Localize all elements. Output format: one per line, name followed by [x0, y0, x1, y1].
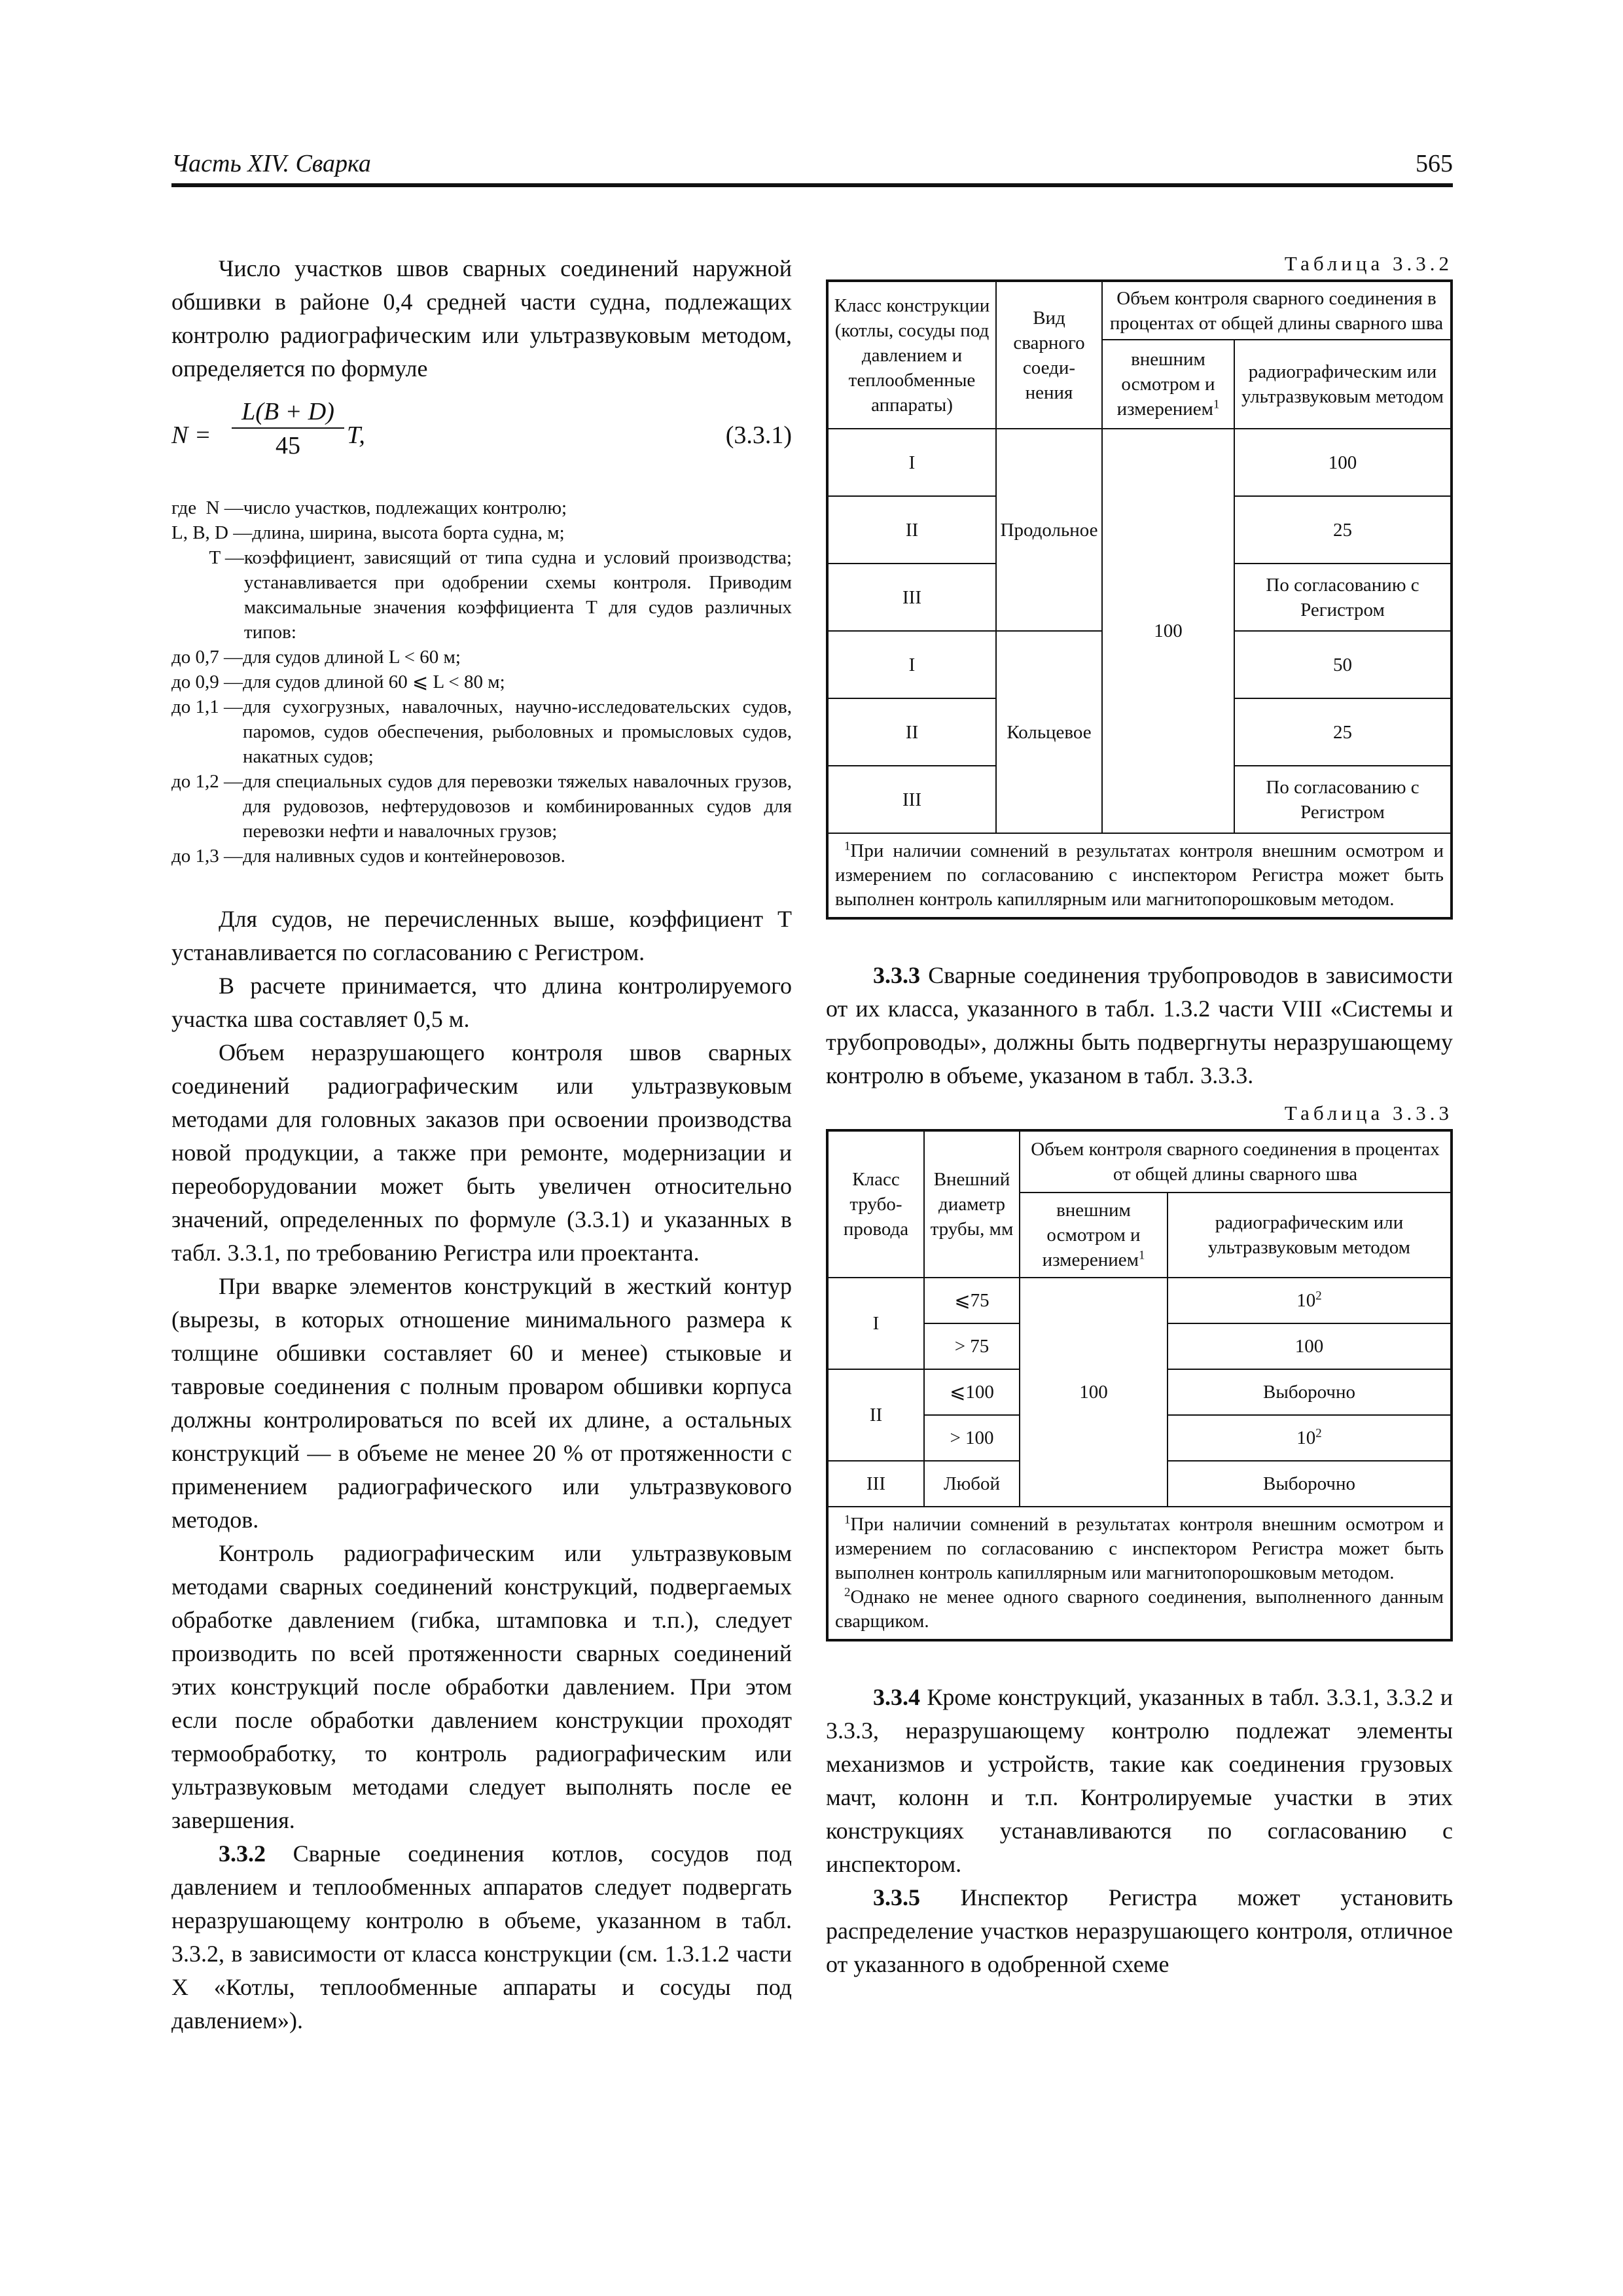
cell-diameter: ⩽100 — [924, 1369, 1020, 1415]
cell-diameter: > 100 — [924, 1415, 1020, 1461]
paragraph: В расчете принимается, что длина контролируемого участка шва составляет 0,5 м. — [171, 973, 792, 1032]
header-radio-text: радиографическим или ультразвуковым методом — [1207, 1212, 1410, 1258]
cell-radio — [1168, 1278, 1452, 1323]
definition-text: для специальных судов для перевозки тяжелых навалочных грузов, для рудовозов, нефтерудовозов и комбинированных судов для перевозки нефти и навалочных грузов; — [243, 771, 792, 842]
paragraph: При вварке элементов конструкций в жесткий контур (вырезы, в которых отношение минимального размера к толщине обшивки составляет 60 и менее) стыковые и тавровые соединения с полным проваром обшивки корпуса должны контролироваться по всей их длине, а остальных конструкций — в объеме не менее 20 % от протяженности с применением радиографического или ультразвукового методов. — [171, 1273, 792, 1533]
cell-visual-value: 100 — [1020, 1278, 1168, 1507]
section-3-3-2 — [171, 1837, 792, 2037]
definition-item — [171, 769, 792, 844]
footnote-marker: 1 — [1213, 397, 1220, 412]
cell-class: III — [827, 1461, 924, 1507]
definition-text: коэффициент, зависящий от типа судна и условий производства; устанавливается при одобрении схемы контроля. Приводим максимальные значения коэффициента T для судов различных типов: — [243, 547, 792, 643]
header-class — [827, 1130, 924, 1278]
cell-class: I — [827, 429, 996, 496]
footnote-marker: 1 — [844, 1513, 851, 1527]
cell-class: III — [827, 564, 996, 631]
header-class-text: Класс трубо-провода — [843, 1169, 909, 1240]
right-column — [826, 252, 1453, 1981]
table-notes — [827, 1507, 1452, 1640]
header-visual-text: внешним осмотром и измерением — [1042, 1200, 1141, 1270]
footnote-marker: 1 — [844, 839, 851, 853]
cell-class: II — [827, 1369, 924, 1461]
cell-radio: 50 — [1234, 631, 1452, 698]
definition-key: T — — [171, 547, 244, 568]
page-header — [171, 145, 1453, 187]
definition-text: длина, ширина, высота борта судна, м; — [252, 522, 565, 543]
section-text: Сварные соединения котлов, сосудов под давлением и теплообменных аппаратов следует подвергать неразрушающему контролю в объеме, указанном в табл. 3.3.2, в зависимости от класса конструкции (см. 1.3.1.2 части X «Котлы, теплообменные аппараты и сосуды под давлением»). — [171, 1840, 792, 2034]
header-volume-text: Объем контроля сварного соединения в процентах от общей длины сварного шва — [1109, 287, 1444, 334]
cell-class: III — [827, 766, 996, 833]
section-3-3-3 — [826, 959, 1453, 1092]
definition-key: до 1,2 — — [171, 771, 243, 792]
header-visual — [1102, 340, 1234, 429]
header-volume-text: Объем контроля сварного соединения в процентах от общей длины сварного шва — [1031, 1139, 1440, 1185]
formula-number: (3.3.1) — [725, 422, 792, 449]
cell-radio: Выборочно — [1168, 1461, 1452, 1507]
table-note — [835, 1585, 1444, 1634]
table-3-3-3-caption: Таблица 3.3.3 — [1284, 1102, 1453, 1124]
cell-radio — [1168, 1415, 1452, 1461]
header-diameter — [924, 1130, 1020, 1278]
left-column — [171, 252, 792, 2037]
header-class-text: Класс конструкции (котлы, сосуды под давлением и теплообменные аппараты) — [834, 295, 990, 416]
cell-radio-text: 10 — [1296, 1427, 1316, 1448]
intro-paragraph: Число участков швов сварных соединений наружной обшивки в районе 0,4 средней части судна, подлежащих контролю радиографическим или ультразвуковым методом, определяется по формуле — [171, 255, 792, 382]
section-3-3-5 — [826, 1881, 1453, 1981]
section-text: Инспектор Регистра может установить распределение участков неразрушающего контроля, отличное от указанного в одобренной схеме — [826, 1884, 1453, 1977]
header-radio — [1168, 1193, 1452, 1278]
header-type — [996, 281, 1102, 429]
table-3-3-3 — [826, 1129, 1453, 1641]
formula-fraction — [232, 397, 344, 460]
note-text: При наличии сомнений в результатах контроля внешним осмотром и измерением по согласованию с инспектором Регистра может быть выполнен контроль капиллярным или магнитопорошковым методом. — [835, 1514, 1444, 1583]
cell-class: II — [827, 496, 996, 564]
definition-item — [171, 844, 792, 869]
cell-radio-text: 10 — [1296, 1290, 1316, 1311]
cell-radio: 100 — [1234, 429, 1452, 496]
definition-key: до 1,1 — — [171, 696, 243, 717]
header-type-text: Вид сварного соеди-нения — [1013, 307, 1085, 403]
cell-radio: 25 — [1234, 698, 1452, 766]
table-3-3-2 — [826, 279, 1453, 920]
cell-radio: По согласованию с Регистром — [1234, 766, 1452, 833]
cell-radio: Выборочно — [1168, 1369, 1452, 1415]
header-volume — [1102, 281, 1452, 340]
cell-class: I — [827, 631, 996, 698]
definition-key: до 0,7 — — [171, 647, 243, 668]
definition-key: до 1,3 — — [171, 846, 243, 867]
footnote-marker: 2 — [844, 1585, 851, 1600]
cell-diameter: > 75 — [924, 1323, 1020, 1369]
formula-3-3-1 — [171, 391, 792, 489]
header-radio-text: радиографическим или ультразвуковым методом — [1241, 361, 1444, 407]
definition-item — [171, 694, 792, 769]
formula-lhs: N = — [171, 422, 211, 449]
section-number: 3.3.3 — [873, 962, 920, 988]
table-3-3-2-caption: Таблица 3.3.2 — [1284, 252, 1453, 275]
cell-class: I — [827, 1278, 924, 1369]
header-diameter-text: Внешний диаметр трубы, мм — [930, 1169, 1014, 1240]
header-class — [827, 281, 996, 429]
cell-diameter: Любой — [924, 1461, 1020, 1507]
section-number: 3.3.4 — [873, 1684, 920, 1710]
cell-radio: По согласованию с Регистром — [1234, 564, 1452, 631]
formula-tail: T, — [347, 422, 365, 449]
cell-type-longitudinal: Продольное — [996, 429, 1102, 631]
note-text: Однако не менее одного сварного соединения, выполненного данным сварщиком. — [835, 1587, 1444, 1632]
paragraph: Для судов, не перечисленных выше, коэффициент T устанавливается по согласованию с Регистром. — [171, 906, 792, 965]
header-volume — [1020, 1130, 1452, 1193]
definition-item — [171, 495, 792, 520]
page-number: 565 — [1416, 150, 1453, 177]
header-visual-text: внешним осмотром и измерением — [1116, 349, 1215, 420]
definitions-list — [171, 495, 792, 869]
cell-visual-value: 100 — [1102, 429, 1234, 833]
definition-text: для судов длиной L < 60 м; — [243, 647, 461, 668]
definition-item — [171, 645, 792, 670]
cell-type-ring: Кольцевое — [996, 631, 1102, 833]
cell-class: II — [827, 698, 996, 766]
header-radio — [1234, 340, 1452, 429]
definition-item — [171, 520, 792, 545]
running-title: Часть XIV. Сварка — [171, 150, 371, 177]
table-note — [835, 1513, 1444, 1585]
table-note — [827, 833, 1452, 918]
paragraph: Объем неразрушающего контроля швов сварных соединений радиографическим или ультразвуковым методами для головных заказов при освоении производства новой продукции, а также при ремонте, модернизации и переоборудовании может быть увеличен относительно значений, определенных по формуле (3.3.1) и указанных в табл. 3.3.1, по требованию Регистра или проектанта. — [171, 1039, 792, 1266]
cell-radio: 25 — [1234, 496, 1452, 564]
footnote-marker: 1 — [1139, 1248, 1145, 1263]
cell-radio: 100 — [1168, 1323, 1452, 1369]
definition-key: до 0,9 — — [171, 672, 243, 692]
paragraph: Контроль радиографическим или ультразвуковым методами сварных соединений конструкций, подвергаемых обработке давлением (гибка, штамповка и т.п.), следует производить по всей протяженности сварных соединений этих конструкций после обработки давлением. При этом если после обработки давлением конструкции проходят термообработку, то контроль радиографическим или ультразвуковым методами следует выполнять после ее завершения. — [171, 1540, 792, 1833]
section-number: 3.3.2 — [219, 1840, 266, 1867]
definition-key: где N — — [171, 497, 243, 518]
header-visual — [1020, 1193, 1168, 1278]
definition-text: для судов длиной 60 ⩽ L < 80 м; — [243, 672, 505, 692]
definition-key: L, B, D — — [171, 522, 253, 543]
formula-numerator: L(B + D) — [232, 397, 344, 429]
definition-item — [171, 545, 792, 645]
formula-denominator: 45 — [276, 432, 300, 459]
definition-text: для наливных судов и контейнеровозов. — [243, 846, 565, 867]
footnote-marker: 2 — [1315, 1289, 1322, 1303]
note-text: При наличии сомнений в результатах контроля внешним осмотром и измерением по согласованию с инспектором Регистра может быть выполнен контроль капиллярным или магнитопорошковым методом. — [835, 840, 1444, 910]
section-3-3-4 — [826, 1681, 1453, 1881]
footnote-marker: 2 — [1315, 1426, 1322, 1441]
definition-text: для сухогрузных, навалочных, научно-исследовательских судов, паромов, судов обеспечения, рыболовных и промысловых судов, накатных судов; — [243, 696, 792, 767]
section-text: Сварные соединения трубопроводов в зависимости от их класса, указанного в табл. 1.3.2 части VIII «Системы и трубопроводы», должны быть подвергнуты неразрушающему контролю в объеме, указаном в табл. 3.3.3. — [826, 962, 1453, 1088]
definition-text: число участков, подлежащих контролю; — [243, 497, 567, 518]
definition-item — [171, 670, 792, 694]
section-text: Кроме конструкций, указанных в табл. 3.3.1, 3.3.2 и 3.3.3, неразрушающему контролю подлежат элементы механизмов и устройств, такие как соединения грузовых мачт, колонн и т.п. Контролируемые участки в этих конструкциях устанавливаются по согласованию с инспектором. — [826, 1684, 1453, 1877]
section-number: 3.3.5 — [873, 1884, 920, 1910]
cell-diameter: ⩽75 — [924, 1278, 1020, 1323]
